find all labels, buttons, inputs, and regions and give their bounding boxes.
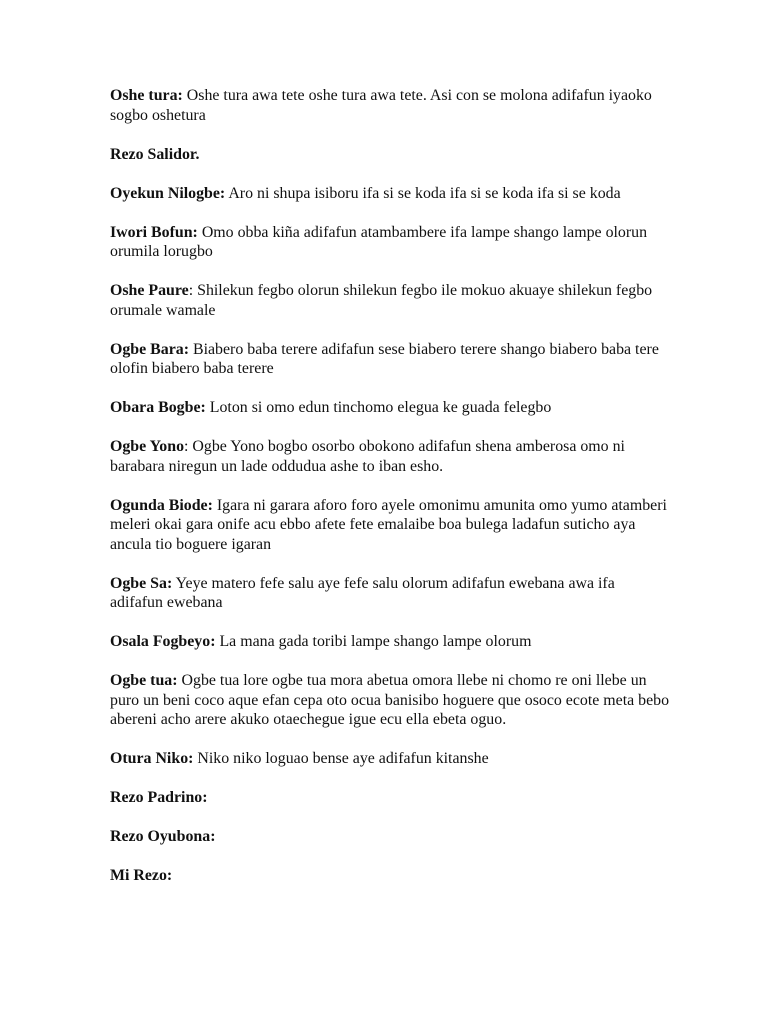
entry-text: Omo obba kiña adifafun atambambere ifa lampe shango lampe olorun orumila lorugbo — [110, 223, 648, 260]
entry-osala-fogbeyo — [110, 632, 670, 652]
entry-rezo-padrino — [110, 788, 670, 808]
entry-oyekun-nilogbe — [110, 184, 670, 204]
entry-text: : Shilekun fegbo olorun shilekun fegbo ile mokuo akuaye shilekun fegbo orumale wamale — [110, 282, 653, 319]
entry-title: Osala Fogbeyo: — [110, 633, 216, 650]
entry-otura-niko — [110, 749, 670, 769]
entry-ogbe-bara — [110, 340, 670, 379]
entry-title: Oshe tura: — [110, 87, 183, 104]
entry-text: Ogbe tua lore ogbe tua mora abetua omora llebe ni chomo re oni llebe un puro un beni coco aque efan cepa oto ocua banisibo hoguere que osoco ecote meta bebo abereni acho arere akuko otaechegue igue ecu ella ebeta oguo. — [110, 672, 670, 728]
entry-obara-bogbe — [110, 398, 670, 418]
entry-title: Ogbe tua: — [110, 672, 178, 689]
entry-mi-rezo — [110, 866, 670, 886]
entry-oshe-paure — [110, 281, 670, 320]
entry-title: Ogunda Biode: — [110, 496, 213, 514]
entry-ogbe-tua — [110, 671, 670, 730]
entry-rezo-salidor — [110, 145, 670, 165]
entry-text: Yeye matero fefe salu aye fefe salu olorum adifafun ewebana awa ifa adifafun ewebana — [110, 574, 615, 611]
entry-title: Ogbe Sa: — [110, 574, 173, 592]
entry-rezo-oyubona — [110, 827, 670, 847]
entry-title: Rezo Salidor. — [110, 145, 200, 163]
entry-iwori-bofun — [110, 223, 670, 262]
entry-text: Niko niko loguao bense aye adifafun kitanshe — [193, 750, 489, 767]
entry-text: Aro ni shupa isiboru ifa si se koda ifa si se koda ifa si se koda — [225, 184, 621, 202]
document-body — [110, 86, 670, 905]
entry-oshe-tura — [110, 86, 670, 125]
entry-text: Loton si omo edun tinchomo elegua ke guada felegbo — [205, 399, 552, 416]
entry-ogbe-sa — [110, 574, 670, 613]
entry-title: Obara Bogbe: — [110, 399, 206, 416]
entry-text: Igara ni garara aforo foro ayele omonimu amunita omo yumo atamberi meleri okai gara onife acu ebbo afete fete emalaibe boa bulega ladafun suticho aya ancula tio boguere igaran — [110, 496, 667, 553]
entry-title: Oyekun Nilogbe: — [110, 184, 226, 202]
entry-text: : Ogbe Yono bogbo osorbo obokono adifafun shena amberosa omo ni barabara niregun un lade oddudua ashe to iban esho. — [110, 438, 625, 475]
entry-title: Otura Niko: — [110, 750, 194, 767]
entry-title: Rezo Oyubona: — [110, 828, 216, 845]
entry-title: Ogbe Yono — [110, 438, 185, 455]
entry-title: Ogbe Bara: — [110, 340, 190, 358]
entry-text: La mana gada toribi lampe shango lampe olorum — [215, 633, 532, 650]
entry-text: Oshe tura awa tete oshe tura awa tete. Asi con se molona adifafun iyaoko sogbo oshetura — [110, 87, 652, 124]
entry-text: Biabero baba terere adifafun sese biabero terere shango biabero baba tere olofin biabero baba terere — [110, 340, 659, 377]
entry-title: Iwori Bofun: — [110, 223, 198, 241]
entry-title: Rezo Padrino: — [110, 789, 208, 806]
entry-title: Mi Rezo: — [110, 867, 173, 884]
entry-ogbe-yono — [110, 437, 670, 476]
entry-title: Oshe Paure — [110, 282, 189, 299]
entry-ogunda-biode — [110, 496, 670, 555]
